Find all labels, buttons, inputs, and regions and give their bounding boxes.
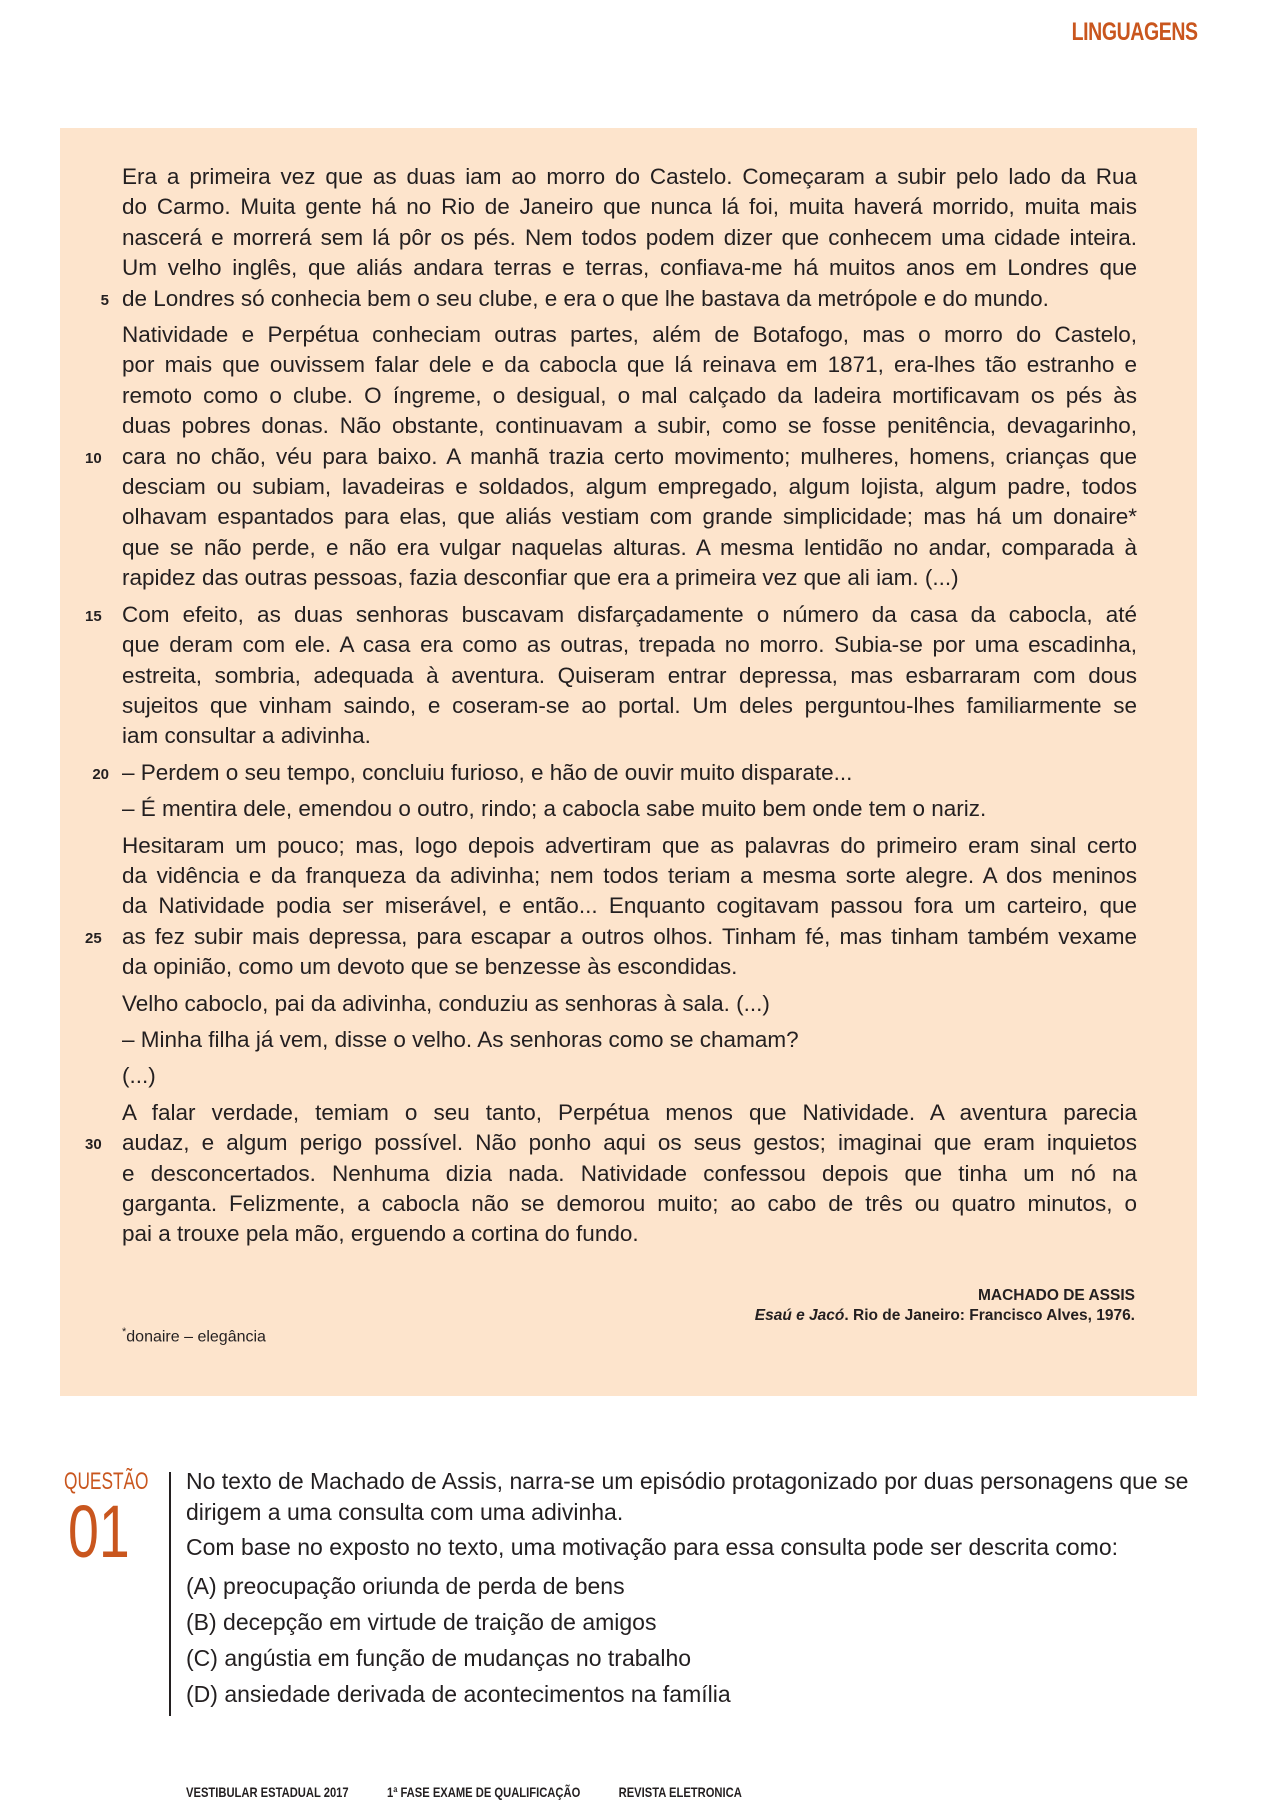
line-text: que se não perde, e não era vulgar naquelas alturas. A mesma lentidão no andar, comparada à [122,534,1137,560]
passage-line [122,1219,1137,1249]
option-d[interactable]: (D) ansiedade derivada de acontecimentos na família [186,1681,731,1707]
line-text: por mais que ouvissem falar dele e da cabocla que lá reinava em 1871, era-lhes tão estranho e [122,352,1137,378]
passage-paragraph [85,1098,1137,1250]
passage-line [85,1128,1137,1158]
line-text: pai a trouxe pela mão, erguendo a cortina do fundo. [122,1221,639,1247]
line-text: remoto como o clube. O íngreme, o desigual, o mal calçado da ladeira mortificavam os pés às [122,382,1137,408]
line-text: Era a primeira vez que as duas iam ao morro do Castelo. Começaram a subir pelo lado da Rua [122,164,1137,189]
passage-line [122,411,1137,441]
book-title: Esaú e Jacó [754,1307,845,1324]
line-text: da Natividade podia ser miserável, e então... Enquanto cogitavam passou fora um carteiro, que [122,893,1137,919]
passage-paragraph [122,989,1137,1019]
footer-exam: VESTIBULAR ESTADUAL 2017 [186,1784,349,1800]
passage-line [122,563,1137,593]
line-number: 20 [92,765,109,783]
footnote-mark: * [122,1326,127,1338]
passage-paragraph [85,320,1137,594]
passage-line [122,502,1137,532]
passage-paragraph [122,794,1137,824]
page-footer [186,1784,777,1800]
line-text: rapidez das outras pessoas, fazia desconfiar que era a primeira vez que ali iam. (...) [122,565,959,591]
section-title: LINGUAGENS [1071,18,1198,46]
passage-line [122,1025,1137,1055]
line-text: iam consultar a adivinha. [122,723,371,749]
line-text: Hesitaram um pouco; mas, logo depois advertiram que as palavras do primeiro eram sinal certo [122,832,1137,858]
line-text: A falar verdade, temiam o seu tanto, Perpétua menos que Natividade. A aventura parecia [122,1099,1137,1125]
passage-line [122,350,1137,380]
passage-line [122,1189,1137,1219]
line-number: 25 [85,929,102,947]
passage-paragraph [85,831,1137,983]
line-number: 10 [85,449,102,467]
passage-line [85,600,1137,630]
passage-line [122,253,1137,283]
passage-line [122,320,1137,350]
passage-line [122,794,1137,824]
question-label: QUESTÃO [64,1468,149,1495]
line-text: Velho caboclo, pai da adivinha, conduziu as senhoras à sala. (...) [122,990,770,1016]
passage-line [122,891,1137,921]
line-text: e desconcertados. Nenhuma dizia nada. Natividade confessou depois que tinha um nó na [122,1160,1137,1186]
passage-paragraph [85,600,1137,752]
passage-paragraph [100,162,1137,314]
line-text: desciam ou subiam, lavadeiras e soldados, algum empregado, algum lojista, algum padre, todos [122,474,1137,500]
footnote [122,1326,266,1346]
line-text: de Londres só conhecia bem o seu clube, e era o que lhe bastava da metrópole e do mundo. [122,285,1049,311]
option-a[interactable]: (A) preocupação oriunda de perda de bens [186,1573,625,1599]
publication-line [755,1306,1135,1326]
passage-line [100,284,1137,314]
line-text: Com efeito, as duas senhoras buscavam disfarçadamente o número da casa da cabocla, até [122,601,1137,627]
line-text: sujeitos que vinham saindo, e coseram-se ao portal. Um deles perguntou-lhes familiarmente se [122,692,1137,718]
line-text: garganta. Felizmente, a cabocla não se demorou muito; ao cabo de três ou quatro minutos, o [122,1191,1137,1216]
line-text: Um velho inglês, que aliás andara terras e terras, confiava-me há muitos anos em Londres que [122,255,1137,281]
passage-paragraph [122,1025,1137,1055]
line-text: cara no chão, véu para baixo. A manhã trazia certo movimento; mulheres, homens, crianças que [122,443,1137,469]
passage-line [122,472,1137,502]
line-text: estreita, sombria, adequada à aventura. Quiseram entrar depressa, mas esbarraram com dous [122,662,1137,688]
line-text: nascerá e morrerá sem lá pôr os pés. Nem todos podem dizer que conhecem uma cidade inteira. [122,224,1137,250]
passage-line [122,381,1137,411]
question-number: 01 [68,1490,130,1573]
passage-line [122,861,1137,891]
line-text: que deram com ele. A casa era como as outras, trepada no morro. Subia-se por uma escadinha, [122,632,1137,658]
line-number: 30 [85,1136,102,1154]
question-body [186,1466,1202,1715]
line-text: as fez subir mais depressa, para escapar a outros olhos. Tinham fé, mas tinham também vexame [122,923,1137,949]
line-text: – É mentira dele, emendou o outro, rindo; a cabocla sabe muito bem onde tem o nariz. [122,796,987,822]
passage-line [92,758,1137,788]
passage-line [122,630,1137,660]
passage-box [60,128,1197,1396]
footnote-text: donaire – elegância [126,1328,266,1346]
line-text: – Minha filha já vem, disse o velho. As senhoras como se chamam? [122,1026,799,1052]
question-stem: No texto de Machado de Assis, narra-se um episódio protagonizado por duas personagens que se dirigem a uma consulta com uma adivinha. [186,1468,1189,1525]
passage-text [85,162,1137,1256]
passage-line [122,661,1137,691]
footer-phase: 1ª FASE EXAME DE QUALIFICAÇÃO [386,1784,581,1800]
passage-line [122,691,1137,721]
passage-line [122,721,1137,751]
passage-line [85,922,1137,952]
line-number: 15 [85,607,102,625]
question-divider [169,1472,171,1716]
passage-line [122,192,1137,222]
line-text: duas pobres donas. Não obstante, continuavam a subir, como se fosse penitência, devagarinho, [122,413,1137,439]
line-text: olhavam espantados para elas, que aliás vestiam com grande simplicidade; mas há um donaire* [122,504,1137,530]
passage-line [122,1159,1137,1189]
author: MACHADO DE ASSIS [977,1287,1135,1304]
source-citation [755,1286,1135,1326]
passage-line [122,831,1137,861]
passage-line [122,223,1137,253]
passage-line [122,1061,1137,1091]
passage-line [122,162,1137,192]
footer-edition: REVISTA ELETRONICA [618,1784,742,1800]
line-text: da opinião, como um devoto que se benzesse às escondidas. [122,954,738,980]
line-text: do Carmo. Muita gente há no Rio de Janeiro que nunca lá foi, muita haverá morrido, muita mais [122,194,1137,220]
passage-paragraph [122,1061,1137,1091]
line-number: 5 [100,291,109,309]
option-b[interactable]: (B) decepção em virtude de traição de amigos [186,1609,657,1635]
passage-paragraph [92,758,1137,788]
line-text: (...) [122,1063,156,1089]
question-prompt: Com base no exposto no texto, uma motivação para essa consulta pode ser descrita como: [186,1534,1119,1560]
passage-line [122,989,1137,1019]
passage-line [122,1098,1137,1128]
passage-line [122,533,1137,563]
option-c[interactable]: (C) angústia em função de mudanças no trabalho [186,1645,692,1671]
line-text: da vidência e da franqueza da adivinha; nem todos teriam a mesma sorte alegre. A dos meninos [122,862,1137,888]
line-text: Natividade e Perpétua conheciam outras partes, além de Botafogo, mas o morro do Castelo, [122,322,1137,348]
passage-line [85,442,1137,472]
line-text: – Perdem o seu tempo, concluiu furioso, e hão de ouvir muito disparate... [122,759,853,785]
passage-line [122,952,1137,982]
line-text: audaz, e algum perigo possível. Não ponho aqui os seus gestos; imaginai que eram inquietos [122,1130,1137,1156]
publication-info: . Rio de Janeiro: Francisco Alves, 1976. [844,1307,1135,1324]
